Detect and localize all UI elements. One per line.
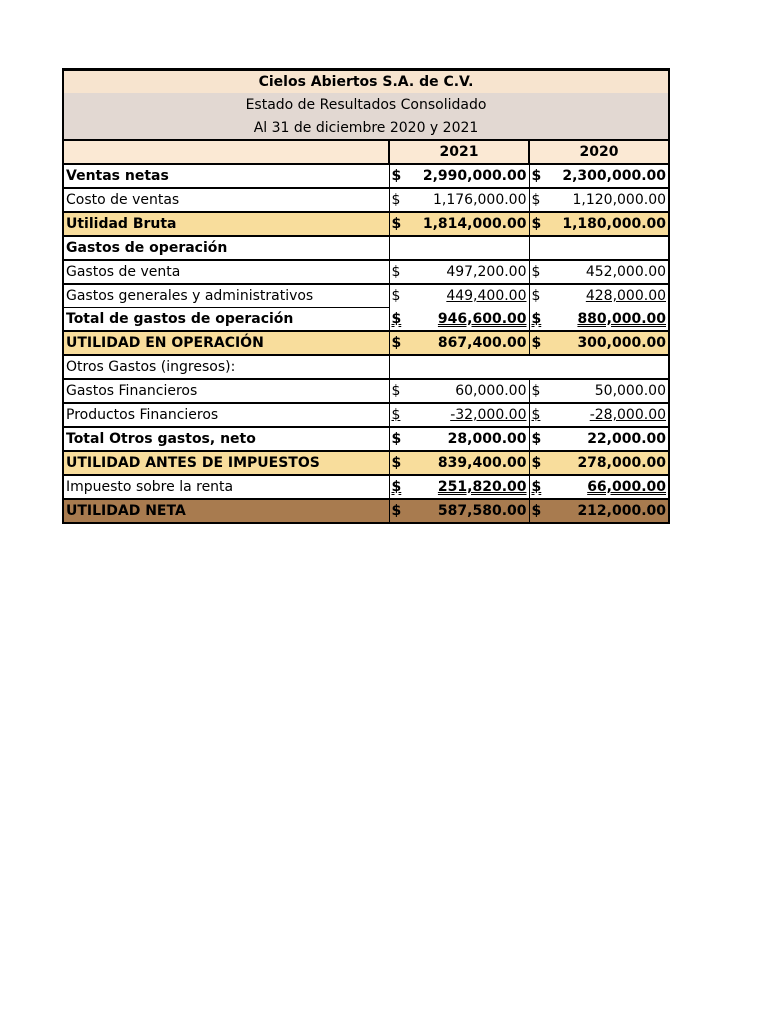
period-row <box>63 116 669 139</box>
row-utilidad-neta <box>63 499 669 523</box>
currency-symbol: $ <box>389 451 413 475</box>
row-otros-gastos <box>63 355 669 379</box>
amount-2020: 1,180,000.00 <box>553 212 669 236</box>
currency-symbol-text: $ <box>531 310 542 327</box>
row-label: Gastos generales y administrativos <box>63 284 389 308</box>
currency-symbol: $ <box>529 331 553 355</box>
amount-2021: 1,176,000.00 <box>413 188 529 212</box>
amount-2021-value: -32,000.00 <box>450 406 527 423</box>
row-gastos-venta <box>63 260 669 284</box>
amount-2020: 278,000.00 <box>553 451 669 475</box>
currency-symbol-text: $ <box>391 406 401 423</box>
statement-period: Al 31 de diciembre 2020 y 2021 <box>63 116 669 139</box>
currency-symbol: $ <box>529 451 553 475</box>
row-label: UTILIDAD EN OPERACIÓN <box>63 331 389 355</box>
currency-symbol: $ <box>389 427 413 451</box>
row-label: Total Otros gastos, neto <box>63 427 389 451</box>
amount-2021-value: 251,820.00 <box>437 478 527 495</box>
title-row <box>63 70 669 94</box>
currency-symbol: $ <box>529 379 553 403</box>
amount-2020 <box>553 284 669 308</box>
currency-symbol: $ <box>529 499 553 523</box>
currency-symbol: $ <box>531 288 541 305</box>
currency-symbol: $ <box>529 260 553 284</box>
currency-symbol-text: $ <box>531 406 541 423</box>
currency-symbol <box>529 475 553 499</box>
currency-symbol: $ <box>529 427 553 451</box>
currency-symbol <box>389 475 413 499</box>
amount-2021-value: 946,600.00 <box>437 310 527 327</box>
amount-2020-value: 66,000.00 <box>587 478 667 495</box>
amount-2021: 60,000.00 <box>413 379 529 403</box>
row-gastos-operacion <box>63 236 669 260</box>
row-gastos-financieros <box>63 379 669 403</box>
subtitle-row <box>63 93 669 116</box>
section-label: Gastos de operación <box>63 236 389 260</box>
row-productos-financieros <box>63 403 669 427</box>
amount-2020-value: -28,000.00 <box>589 406 667 423</box>
income-statement-table <box>62 68 670 524</box>
row-label: Productos Financieros <box>63 403 389 427</box>
amount-2020: 22,000.00 <box>553 427 669 451</box>
amount-2020: 50,000.00 <box>553 379 669 403</box>
currency-symbol: $ <box>529 188 553 212</box>
currency-symbol: $ <box>389 499 413 523</box>
empty-cell <box>529 236 669 260</box>
amount-2021: 2,990,000.00 <box>413 164 529 188</box>
amount-2020: 2,300,000.00 <box>553 164 669 188</box>
currency-symbol: $ <box>529 164 553 188</box>
row-impuesto-renta <box>63 475 669 499</box>
header-blank-cell <box>63 140 389 164</box>
amount-2020 <box>553 307 669 331</box>
amount-2021: 1,814,000.00 <box>413 212 529 236</box>
empty-cell <box>389 355 669 379</box>
row-label: UTILIDAD NETA <box>63 499 389 523</box>
row-gastos-generales <box>63 284 669 308</box>
row-costo-ventas <box>63 188 669 212</box>
year-2020-header: 2020 <box>529 140 669 164</box>
amount-2021 <box>413 475 529 499</box>
currency-symbol: $ <box>389 379 413 403</box>
currency-symbol <box>389 307 413 331</box>
row-utilidad-operacion <box>63 331 669 355</box>
currency-symbol: $ <box>389 331 413 355</box>
row-total-gastos-operacion <box>63 307 669 331</box>
amount-2020 <box>553 403 669 427</box>
currency-symbol <box>529 307 553 331</box>
year-2021-header: 2021 <box>389 140 529 164</box>
amount-2021 <box>413 403 529 427</box>
amount-2021 <box>413 307 529 331</box>
amount-2021: 497,200.00 <box>413 260 529 284</box>
row-ventas-netas <box>63 164 669 188</box>
amount-2020: 300,000.00 <box>553 331 669 355</box>
currency-symbol: $ <box>389 284 413 308</box>
amount-2021: 28,000.00 <box>413 427 529 451</box>
currency-symbol <box>389 403 413 427</box>
row-label: Impuesto sobre la renta <box>63 475 389 499</box>
statement-title: Estado de Resultados Consolidado <box>63 93 669 116</box>
currency-symbol-text: $ <box>531 478 542 495</box>
currency-symbol: $ <box>389 260 413 284</box>
row-label: Total de gastos de operación <box>63 307 389 331</box>
currency-symbol: $ <box>389 212 413 236</box>
currency-symbol: $ <box>389 188 413 212</box>
amount-2020 <box>553 475 669 499</box>
row-utilidad-bruta <box>63 212 669 236</box>
amount-2021: 867,400.00 <box>413 331 529 355</box>
section-label: Otros Gastos (ingresos): <box>63 355 389 379</box>
currency-symbol-text: $ <box>391 478 402 495</box>
row-label: UTILIDAD ANTES DE IMPUESTOS <box>63 451 389 475</box>
row-utilidad-antes-impuestos <box>63 451 669 475</box>
row-label: Gastos Financieros <box>63 379 389 403</box>
row-label: Utilidad Bruta <box>63 212 389 236</box>
amount-2020: 452,000.00 <box>553 260 669 284</box>
row-label: Gastos de venta <box>63 260 389 284</box>
currency-symbol-text: $ <box>391 310 402 327</box>
currency-symbol: $ <box>389 164 413 188</box>
row-label: Costo de ventas <box>63 188 389 212</box>
amount-2020: 212,000.00 <box>553 499 669 523</box>
amount-2020: 1,120,000.00 <box>553 188 669 212</box>
currency-symbol <box>529 403 553 427</box>
amount-2020-value: 880,000.00 <box>577 310 667 327</box>
amount-2021 <box>413 284 529 308</box>
amount-2021: 587,580.00 <box>413 499 529 523</box>
column-header-row <box>63 140 669 164</box>
company-name: Cielos Abiertos S.A. de C.V. <box>63 70 669 94</box>
currency-symbol: $ <box>529 212 553 236</box>
row-total-otros-gastos <box>63 427 669 451</box>
empty-cell <box>389 236 529 260</box>
amount-2021: 839,400.00 <box>413 451 529 475</box>
amount-2021-value: 449,400.00 <box>446 288 527 305</box>
amount-2020-value: 428,000.00 <box>585 288 667 305</box>
row-label: Ventas netas <box>63 164 389 188</box>
